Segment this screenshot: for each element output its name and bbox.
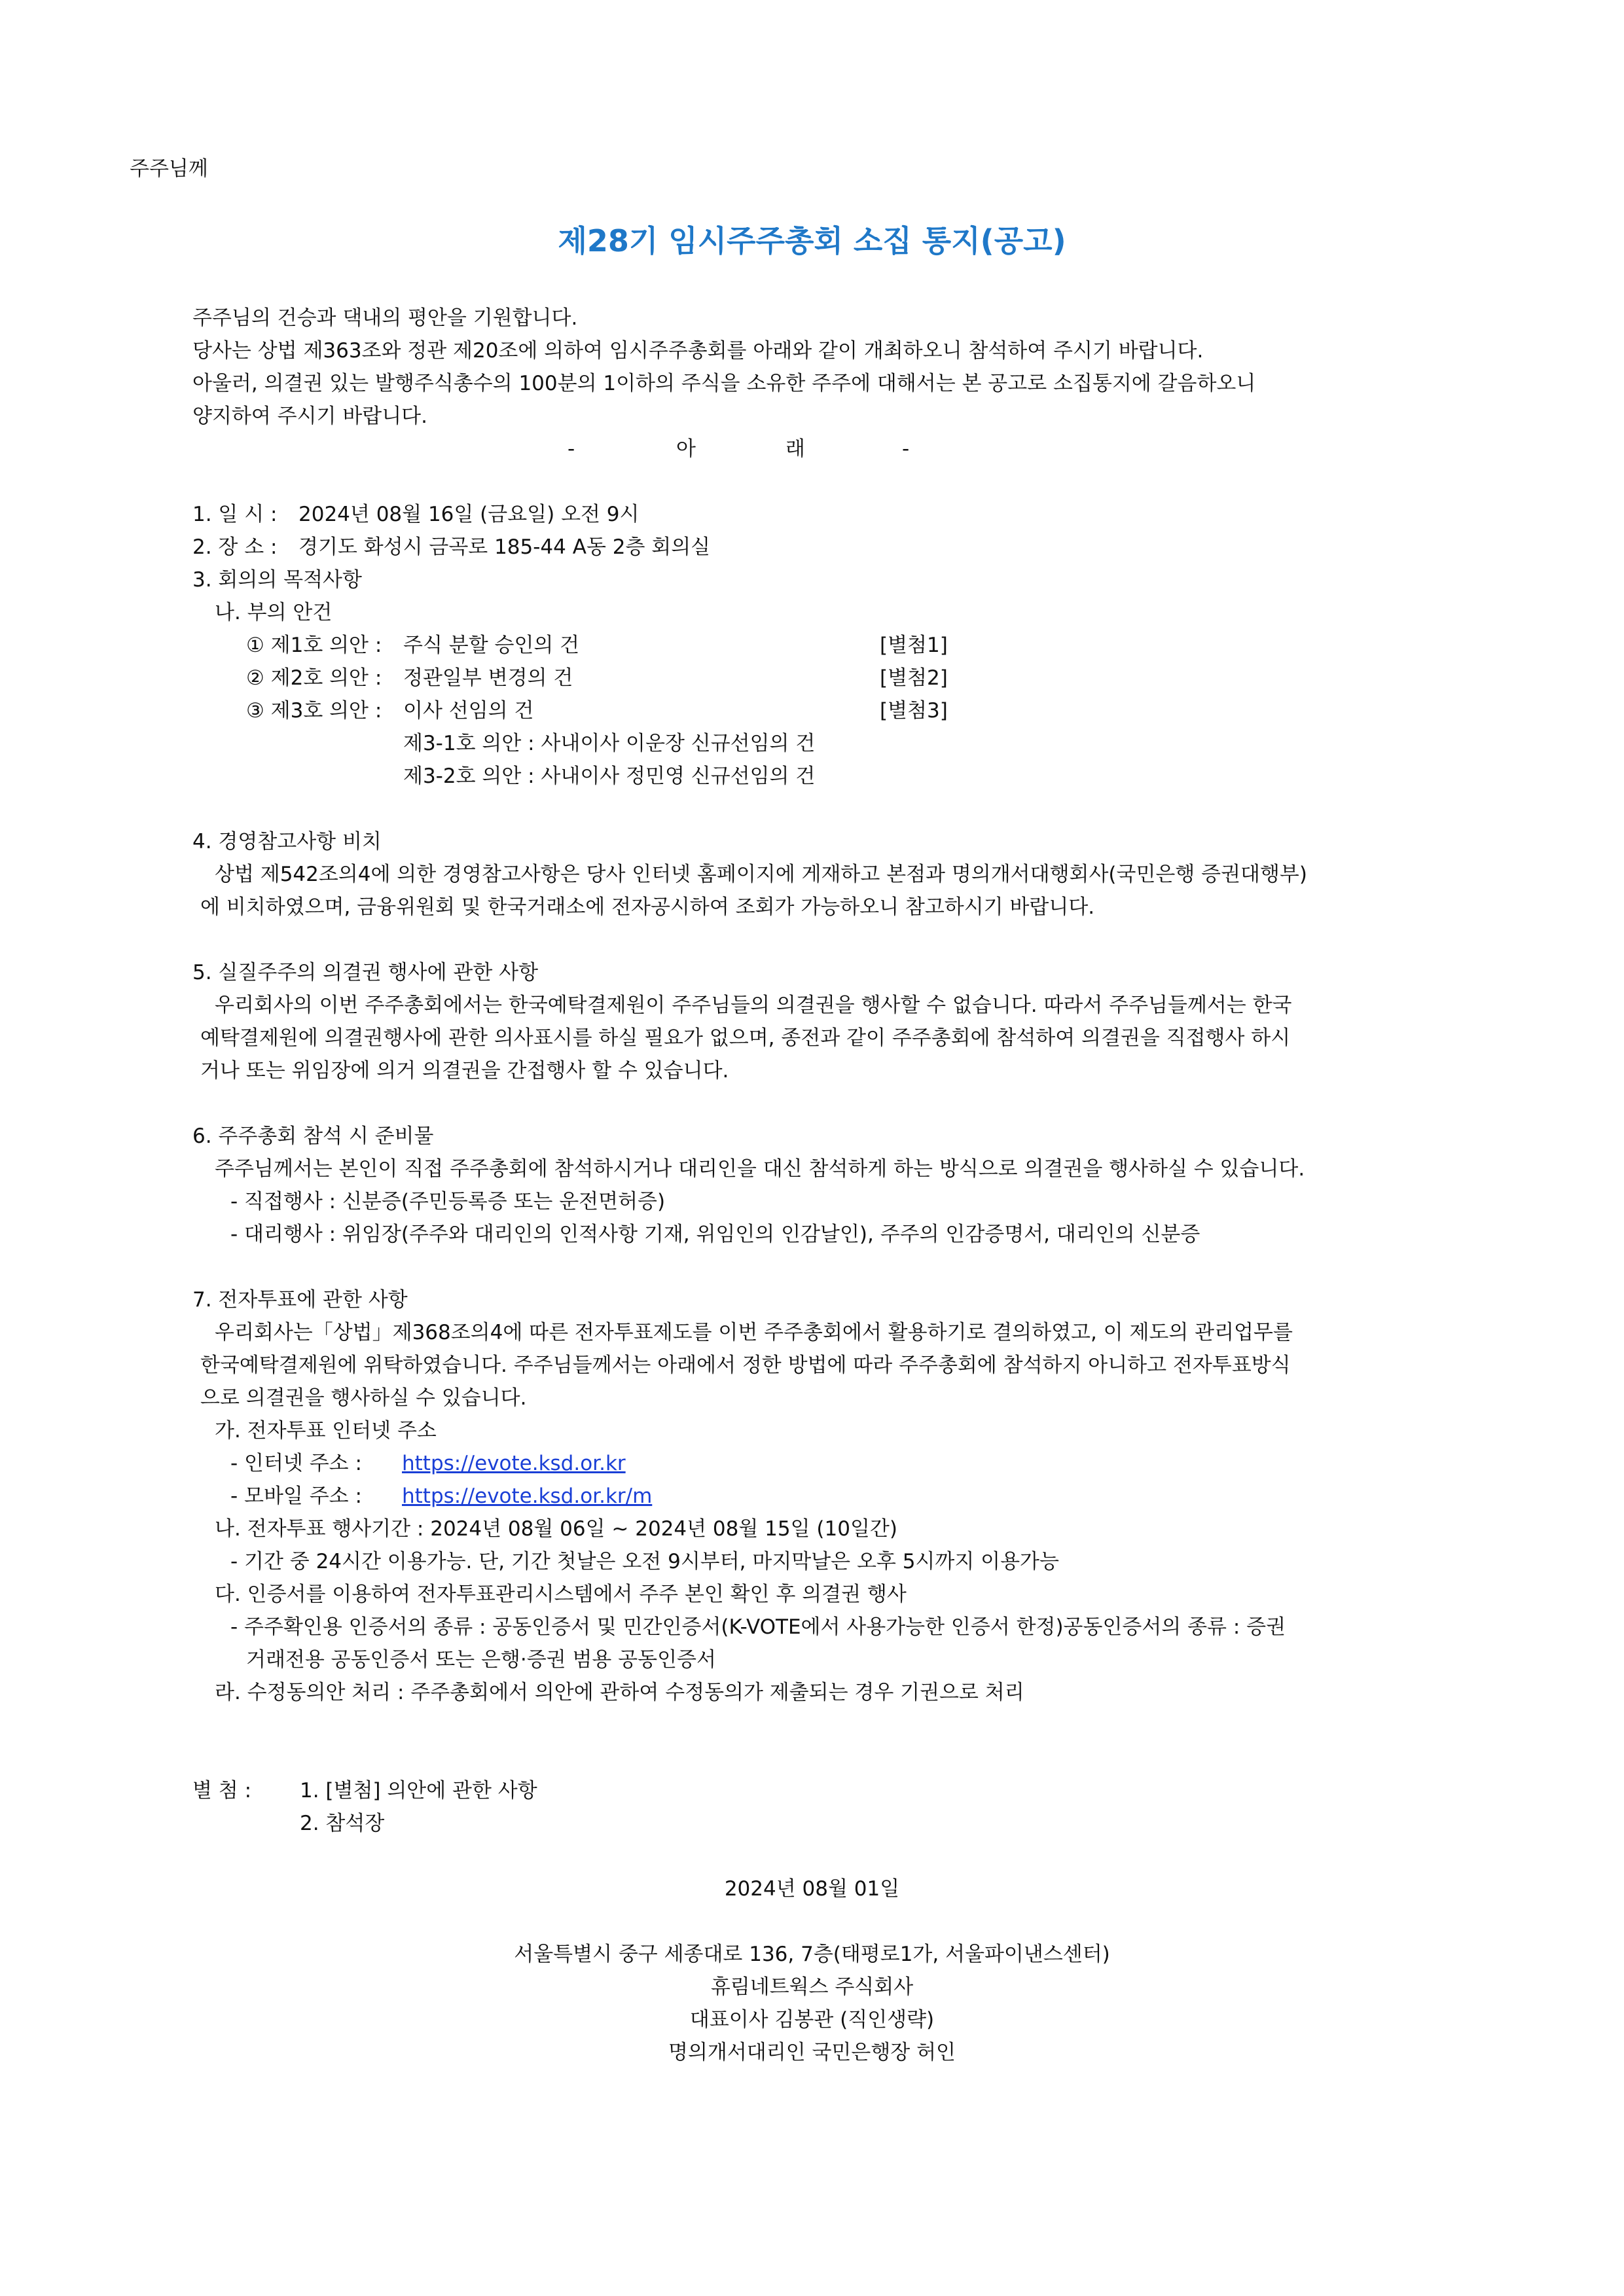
section-7-line-1: 우리회사는「상법」제368조의4에 따른 전자투표제도를 이번 주주총회에서 활용하기로 결의하였고, 이 제도의 관리업무를 (215, 1321, 1293, 1344)
meeting-place-value: 경기도 화성시 금곡로 185-44 A동 2층 회의실 (298, 535, 711, 559)
meeting-place-label: 2. 장 소 : (192, 535, 278, 559)
section-4-heading: 4. 경영참고사항 비치 (192, 830, 382, 853)
section-7-heading: 7. 전자투표에 관한 사항 (192, 1288, 408, 1312)
section-5-line-2: 예탁결제원에 의결권행사에 관한 의사표시를 하실 필요가 없으며, 종전과 같이 주주총회에 참석하여 의결권을 직접행사 하시 (200, 1026, 1291, 1050)
attachment-2: 2. 참석장 (300, 1812, 385, 1835)
certificate-types-line-1: - 주주확인용 인증서의 종류 : 공동인증서 및 민간인증서(K-VOTE에서 사용가능한 인증서 한정)공동인증서의 종류 : 증권 (230, 1615, 1286, 1639)
intro-line-1: 주주님의 건승과 댁내의 평안을 기원합니다. (192, 306, 578, 330)
agenda-3-2: 제3-2호 의안 : 사내이사 정민영 신규선임의 건 (403, 764, 816, 788)
below-marker-rae: 래 (785, 437, 805, 461)
agenda-2-num: ② 제2호 의안 : (246, 666, 382, 690)
below-marker-dash-right: - (902, 437, 910, 461)
section-6-line-3: - 대리행사 : 위임장(주주와 대리인의 인적사항 기재, 위임인의 인감날인), 주주의 인감증명서, 대리인의 신분증 (230, 1223, 1200, 1246)
section-6-line-2: - 직접행사 : 신분증(주민등록증 또는 운전면허증) (230, 1190, 666, 1213)
agenda-1-num: ① 제1호 의안 : (246, 634, 382, 657)
section-7-line-3: 으로 의결권을 행사하실 수 있습니다. (200, 1386, 527, 1410)
agenda-1-text: 주식 분할 승인의 건 (403, 634, 580, 657)
mobile-address-label: - 모바일 주소 : (230, 1484, 362, 1508)
amendment-handling: 라. 수정동의안 처리 : 주주총회에서 의안에 관하여 수정동의가 제출되는 경우 기권으로 처리 (215, 1681, 1024, 1704)
agenda-2-text: 정관일부 변경의 건 (403, 666, 573, 690)
section-5-line-3: 거나 또는 위임장에 의거 의결권을 간접행사 할 수 있습니다. (200, 1059, 729, 1083)
intro-line-2: 당사는 상법 제363조와 정관 제20조에 의하여 임시주주총회를 아래와 같이 개최하오니 참석하여 주시기 바랍니다. (192, 339, 1204, 363)
evote-address-heading: 가. 전자투표 인터넷 주소 (215, 1419, 437, 1443)
below-marker-dash-left: - (568, 437, 575, 461)
page-title: 제28기 임시주주총회 소집 통지(공고) (558, 223, 1066, 259)
salutation: 주주님께 (130, 157, 208, 181)
below-marker-a: 아 (676, 437, 696, 461)
section-5-line-1: 우리회사의 이번 주주총회에서는 한국예탁결제원이 주주님들의 의결권을 행사할 수 없습니다. 따라서 주주님들께서는 한국 (215, 994, 1292, 1017)
agenda-1-attach: [별첨1] (880, 634, 948, 657)
intro-line-3: 아울러, 의결권 있는 발행주식총수의 100분의 1이하의 주식을 소유한 주주에 대해서는 본 공고로 소집통지에 갈음하오니 (192, 372, 1256, 395)
agenda-3-num: ③ 제3호 의안 : (246, 699, 382, 723)
evote-period-note: - 기간 중 24시간 이용가능. 단, 기간 첫날은 오전 9시부터, 마지막날은 오후 5시까지 이용가능 (230, 1550, 1059, 1573)
agenda-3-attach: [별첨3] (880, 699, 948, 723)
agenda-3-1: 제3-1호 의안 : 사내이사 이운장 신규선임의 건 (403, 732, 816, 755)
meeting-date-value: 2024년 08월 16일 (금요일) 오전 9시 (298, 503, 640, 526)
notice-date: 2024년 08월 01일 (724, 1877, 900, 1901)
attachment-1: 1. [별첨] 의안에 관한 사항 (300, 1779, 537, 1803)
intro-line-4: 양지하여 주시기 바랍니다. (192, 404, 427, 428)
certificate-types-line-2: 거래전용 공동인증서 또는 은행·증권 범용 공동인증서 (246, 1648, 716, 1672)
agenda-3-text: 이사 선임의 건 (403, 699, 534, 723)
meeting-date-label: 1. 일 시 : (192, 503, 278, 526)
section-3-heading: 3. 회의의 목적사항 (192, 568, 362, 592)
agenda-subheading: 나. 부의 안건 (215, 601, 333, 624)
section-4-line-1: 상법 제542조의4에 의한 경영참고사항은 당사 인터넷 홈페이지에 게재하고 본점과 명의개서대행회사(국민은행 증권대행부) (215, 863, 1307, 886)
internet-address-link[interactable]: https://evote.ksd.or.kr (402, 1452, 626, 1475)
section-6-heading: 6. 주주총회 참석 시 준비물 (192, 1124, 434, 1148)
certificate-heading: 다. 인증서를 이용하여 전자투표관리시스템에서 주주 본인 확인 후 의결권 행사 (215, 1583, 907, 1606)
company-address: 서울특별시 중구 세종대로 136, 7층(태평로1가, 서울파이낸스센터) (514, 1943, 1110, 1966)
transfer-agent: 명의개서대리인 국민은행장 허인 (668, 2041, 956, 2064)
section-6-line-1: 주주님께서는 본인이 직접 주주총회에 참석하시거나 대리인을 대신 참석하게 하는 방식으로 의결권을 행사하실 수 있습니다. (215, 1157, 1305, 1181)
mobile-address-link[interactable]: https://evote.ksd.or.kr/m (402, 1484, 653, 1508)
evote-period: 나. 전자투표 행사기간 : 2024년 08월 06일 ~ 2024년 08월 15일 (10일간) (215, 1517, 897, 1541)
section-4-line-2: 에 비치하였으며, 금융위원회 및 한국거래소에 전자공시하여 조회가 가능하오니 참고하시기 바랍니다. (200, 895, 1095, 919)
agenda-2-attach: [별첨2] (880, 666, 948, 690)
section-5-heading: 5. 실질주주의 의결권 행사에 관한 사항 (192, 961, 539, 984)
company-name: 휴림네트웍스 주식회사 (710, 1975, 914, 1999)
attachments-label: 별 첨 : (192, 1779, 252, 1803)
representative: 대표이사 김봉관 (직인생략) (689, 2008, 935, 2032)
section-7-line-2: 한국예탁결제원에 위탁하였습니다. 주주님들께서는 아래에서 정한 방법에 따라 주주총회에 참석하지 아니하고 전자투표방식 (200, 1354, 1291, 1377)
internet-address-label: - 인터넷 주소 : (230, 1452, 362, 1475)
